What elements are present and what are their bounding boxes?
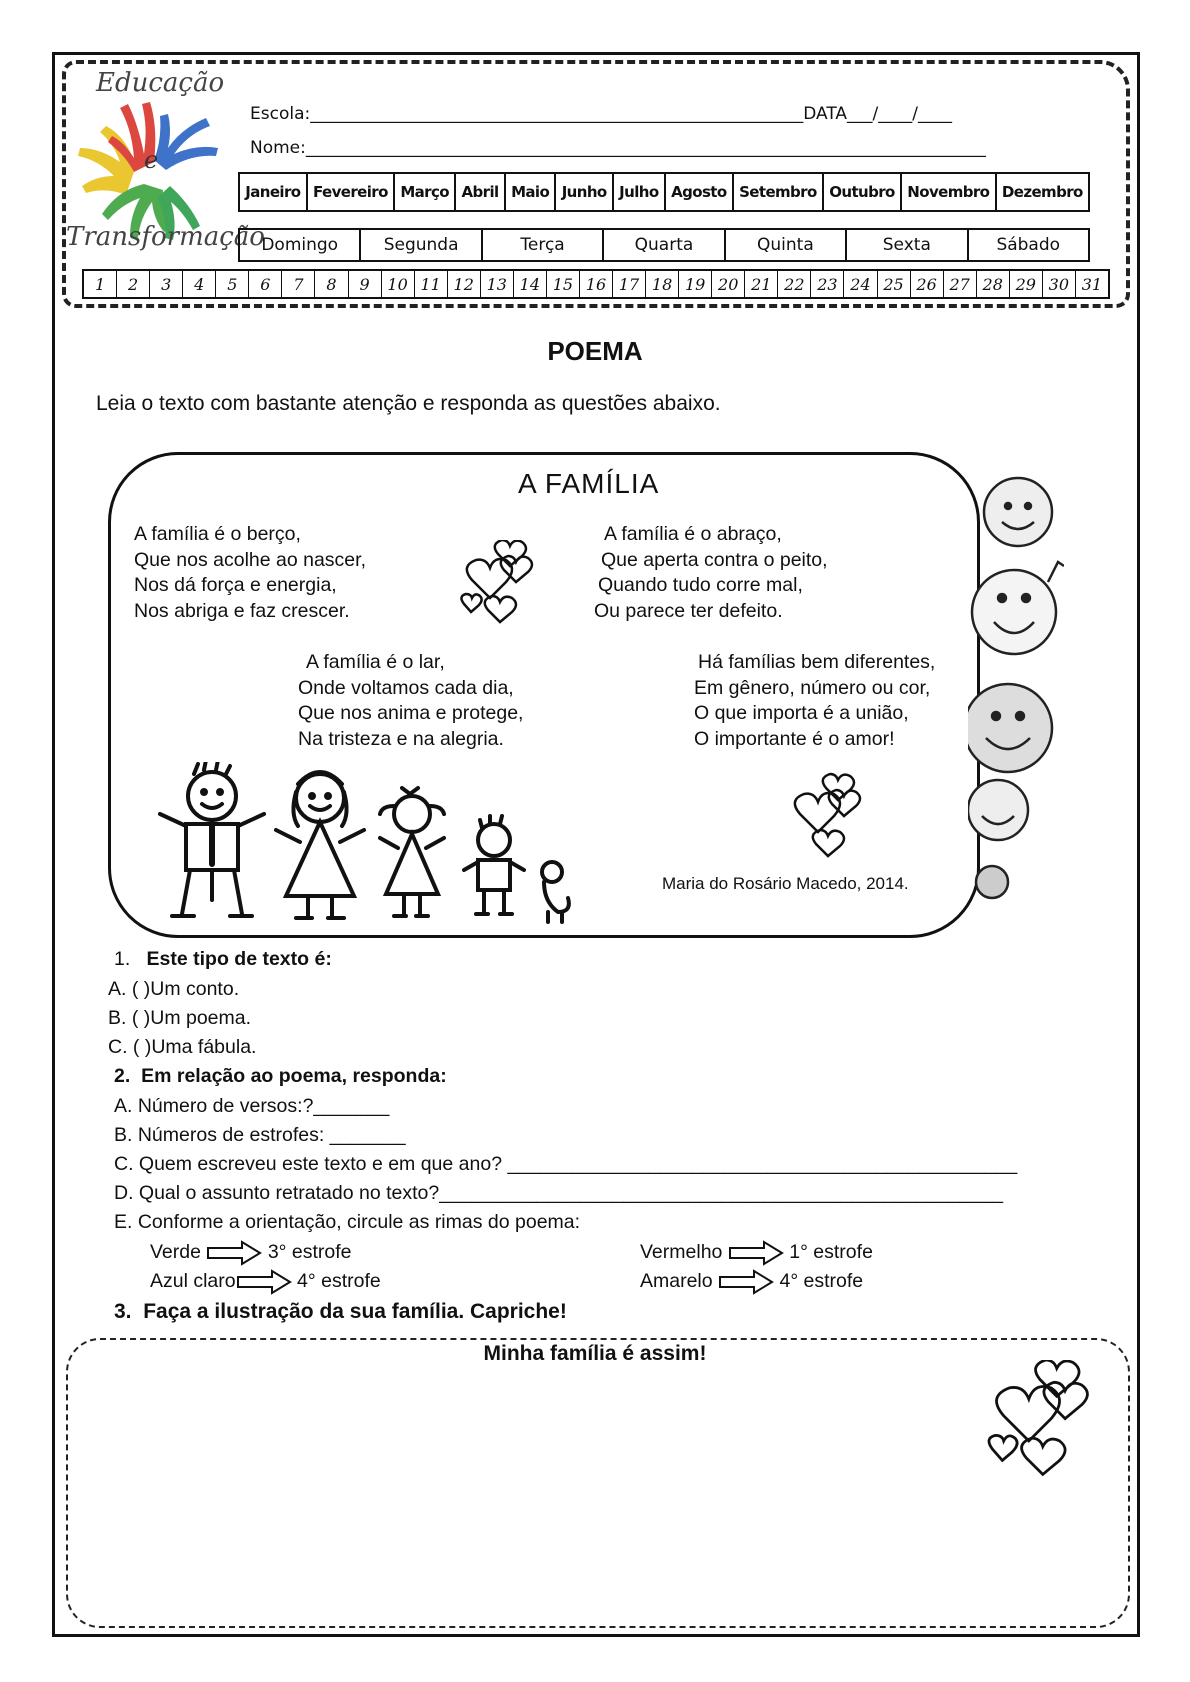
data-field[interactable]: ___/____/____	[847, 104, 952, 124]
escola-field[interactable]: __________________________________________________________	[310, 104, 804, 124]
rima-color: Verde	[150, 1241, 201, 1264]
q2-item-e: E. Conforme a orientação, circule as rimas do poema:	[114, 1211, 581, 1233]
day-cell[interactable]: 17	[613, 271, 646, 297]
day-cell[interactable]: 27	[944, 271, 977, 297]
weekday-cell[interactable]: Domingo	[240, 230, 361, 260]
verse: Onde voltamos cada dia,	[298, 676, 514, 699]
day-cell[interactable]: 9	[349, 271, 382, 297]
day-cell[interactable]: 13	[481, 271, 514, 297]
q2-item-b[interactable]: B. Números de estrofes: _______	[114, 1124, 406, 1146]
arrow-right-icon	[236, 1269, 292, 1295]
verse: A família é o abraço,	[604, 523, 782, 545]
kids-peeking-image	[968, 462, 1064, 902]
question-text: Em relação ao poema, responda:	[141, 1065, 447, 1087]
verse: Ou parece ter defeito.	[594, 599, 783, 622]
month-cell[interactable]: Junho	[556, 174, 613, 210]
rima-color: Amarelo	[640, 1270, 713, 1293]
verse: Nos abriga e faz crescer.	[134, 599, 350, 622]
nome-label: Nome:	[250, 138, 306, 158]
rima-estrofe: 4° estrofe	[779, 1270, 864, 1293]
verse: A família é o berço,	[134, 523, 301, 545]
month-cell[interactable]: Dezembro	[1001, 183, 1083, 201]
day-cell[interactable]: 7	[282, 271, 315, 297]
verse: A família é o lar,	[306, 651, 445, 673]
day-cell[interactable]: 2	[117, 271, 150, 297]
day-cell[interactable]: 12	[448, 271, 481, 297]
page-title: POEMA	[547, 336, 643, 366]
question-text: Este tipo de texto é:	[146, 948, 332, 970]
escola-label: Escola:	[250, 104, 311, 124]
stanza-2	[594, 522, 828, 624]
weekday-cell[interactable]: Sexta	[847, 230, 968, 260]
poem-author: Maria do Rosário Macedo, 2014.	[662, 874, 909, 893]
month-cell[interactable]: Agosto	[666, 174, 734, 210]
rima-amarelo	[640, 1269, 863, 1295]
verse: Há famílias bem diferentes,	[698, 651, 936, 673]
day-cell[interactable]: 8	[315, 271, 348, 297]
day-cell[interactable]: 21	[745, 271, 778, 297]
weekday-cell[interactable]: Quarta	[604, 230, 725, 260]
rima-color: Vermelho	[640, 1241, 723, 1264]
day-cell[interactable]: 6	[249, 271, 282, 297]
verse: Na tristeza e na alegria.	[298, 727, 504, 750]
verse: Em gênero, número ou cor,	[694, 676, 931, 699]
day-cell[interactable]: 24	[844, 271, 877, 297]
question-number: 2.	[114, 1065, 131, 1087]
month-cell[interactable]: Janeiro	[240, 174, 308, 210]
stanza-3	[298, 650, 523, 752]
day-cell[interactable]: 30	[1043, 271, 1076, 297]
day-cell[interactable]: 29	[1010, 271, 1043, 297]
logo-middle-text: e	[144, 146, 159, 174]
stanza-1	[134, 522, 366, 624]
drawing-area[interactable]	[66, 1338, 1130, 1628]
day-cell[interactable]: 16	[580, 271, 613, 297]
data-label: DATA	[803, 104, 848, 124]
day-cell[interactable]: 1	[84, 271, 117, 297]
day-cell[interactable]: 20	[712, 271, 745, 297]
weekday-cell[interactable]: Sábado	[996, 235, 1061, 255]
weekdays-row	[238, 228, 1090, 262]
rima-estrofe: 4° estrofe	[297, 1270, 381, 1293]
weekday-cell[interactable]: Segunda	[361, 230, 482, 260]
verse: Que nos acolhe ao nascer,	[134, 548, 366, 571]
month-cell[interactable]: Outubro	[824, 174, 902, 210]
day-cell[interactable]: 3	[150, 271, 183, 297]
verse: Que nos anima e protege,	[298, 702, 524, 724]
drawing-area-title: Minha família é assim!	[483, 1342, 707, 1365]
q2-item-d[interactable]: D. Qual o assunto retratado no texto?____________________________________________________	[114, 1182, 1004, 1204]
month-cell[interactable]: Março	[395, 174, 456, 210]
day-cell[interactable]: 10	[382, 271, 415, 297]
month-cell[interactable]: Julho	[614, 174, 666, 210]
arrow-right-icon	[206, 1240, 262, 1266]
month-cell[interactable]: Maio	[506, 174, 557, 210]
nome-field[interactable]: ________________________________________________________________________________	[305, 138, 986, 158]
logo-bottom-text: Transformação	[66, 222, 265, 252]
month-cell[interactable]: Setembro	[734, 174, 824, 210]
months-row	[238, 172, 1090, 212]
hearts-icon	[984, 1360, 1096, 1480]
rima-verde	[150, 1240, 352, 1266]
day-cell[interactable]: 11	[415, 271, 448, 297]
question-2	[114, 1065, 447, 1088]
day-cell[interactable]: 19	[679, 271, 712, 297]
rima-vermelho	[640, 1240, 873, 1266]
day-cell[interactable]: 23	[811, 271, 844, 297]
day-cell[interactable]: 18	[646, 271, 679, 297]
day-cell[interactable]: 14	[514, 271, 547, 297]
verse: O importante é o amor!	[694, 727, 895, 750]
logo-top-text: Educação	[96, 68, 225, 98]
nome-line	[250, 138, 1090, 158]
day-cell[interactable]: 4	[183, 271, 216, 297]
stanza-4	[694, 650, 935, 752]
instruction-text: Leia o texto com bastante atenção e responda as questões abaixo.	[96, 392, 721, 415]
day-cell[interactable]: 15	[547, 271, 580, 297]
month-cell[interactable]: Abril	[456, 174, 506, 210]
weekday-cell[interactable]: Terça	[483, 230, 604, 260]
weekday-cell[interactable]: Quinta	[726, 230, 847, 260]
rima-azul-claro	[150, 1269, 381, 1295]
verse: Quando tudo corre mal,	[598, 574, 803, 596]
question-number: 1.	[114, 948, 131, 970]
question-1	[114, 948, 332, 971]
day-cell[interactable]: 31	[1081, 274, 1103, 294]
day-cell[interactable]: 5	[216, 271, 249, 297]
family-drawing-image	[150, 762, 620, 934]
question-number: 3.	[114, 1300, 132, 1323]
arrow-right-icon	[718, 1269, 774, 1295]
month-cell[interactable]: Fevereiro	[308, 174, 395, 210]
verse: Que aperta contra o peito,	[601, 548, 828, 571]
verse: Nos dá força e energia,	[134, 574, 337, 596]
q2-item-a[interactable]: A. Número de versos:?_______	[114, 1095, 390, 1117]
q2-item-c[interactable]: C. Quem escreveu este texto e em que ano? _______________________________________________	[114, 1153, 1018, 1175]
rima-estrofe: 1° estrofe	[789, 1241, 873, 1264]
rima-color: Azul claro	[150, 1270, 236, 1293]
option-a[interactable]: A. ( )Um conto.	[108, 978, 240, 1000]
verse: O que importa é a união,	[694, 702, 909, 724]
day-cell[interactable]: 22	[778, 271, 811, 297]
option-b[interactable]: B. ( )Um poema.	[108, 1007, 252, 1029]
days-row	[82, 269, 1110, 299]
month-cell[interactable]: Novembro	[902, 174, 997, 210]
hearts-icon	[786, 772, 866, 862]
rima-estrofe: 3° estrofe	[267, 1241, 352, 1264]
option-c[interactable]: C. ( )Uma fábula.	[108, 1036, 257, 1058]
arrow-right-icon	[728, 1240, 784, 1266]
escola-line	[250, 104, 1090, 124]
day-cell[interactable]: 26	[911, 271, 944, 297]
question-3	[114, 1300, 567, 1324]
question-text: Faça a ilustração da sua família. Capriche!	[143, 1300, 567, 1323]
hearts-icon	[458, 540, 538, 626]
day-cell[interactable]: 28	[977, 271, 1010, 297]
poem-title: A FAMÍLIA	[518, 468, 660, 499]
day-cell[interactable]: 25	[878, 271, 911, 297]
